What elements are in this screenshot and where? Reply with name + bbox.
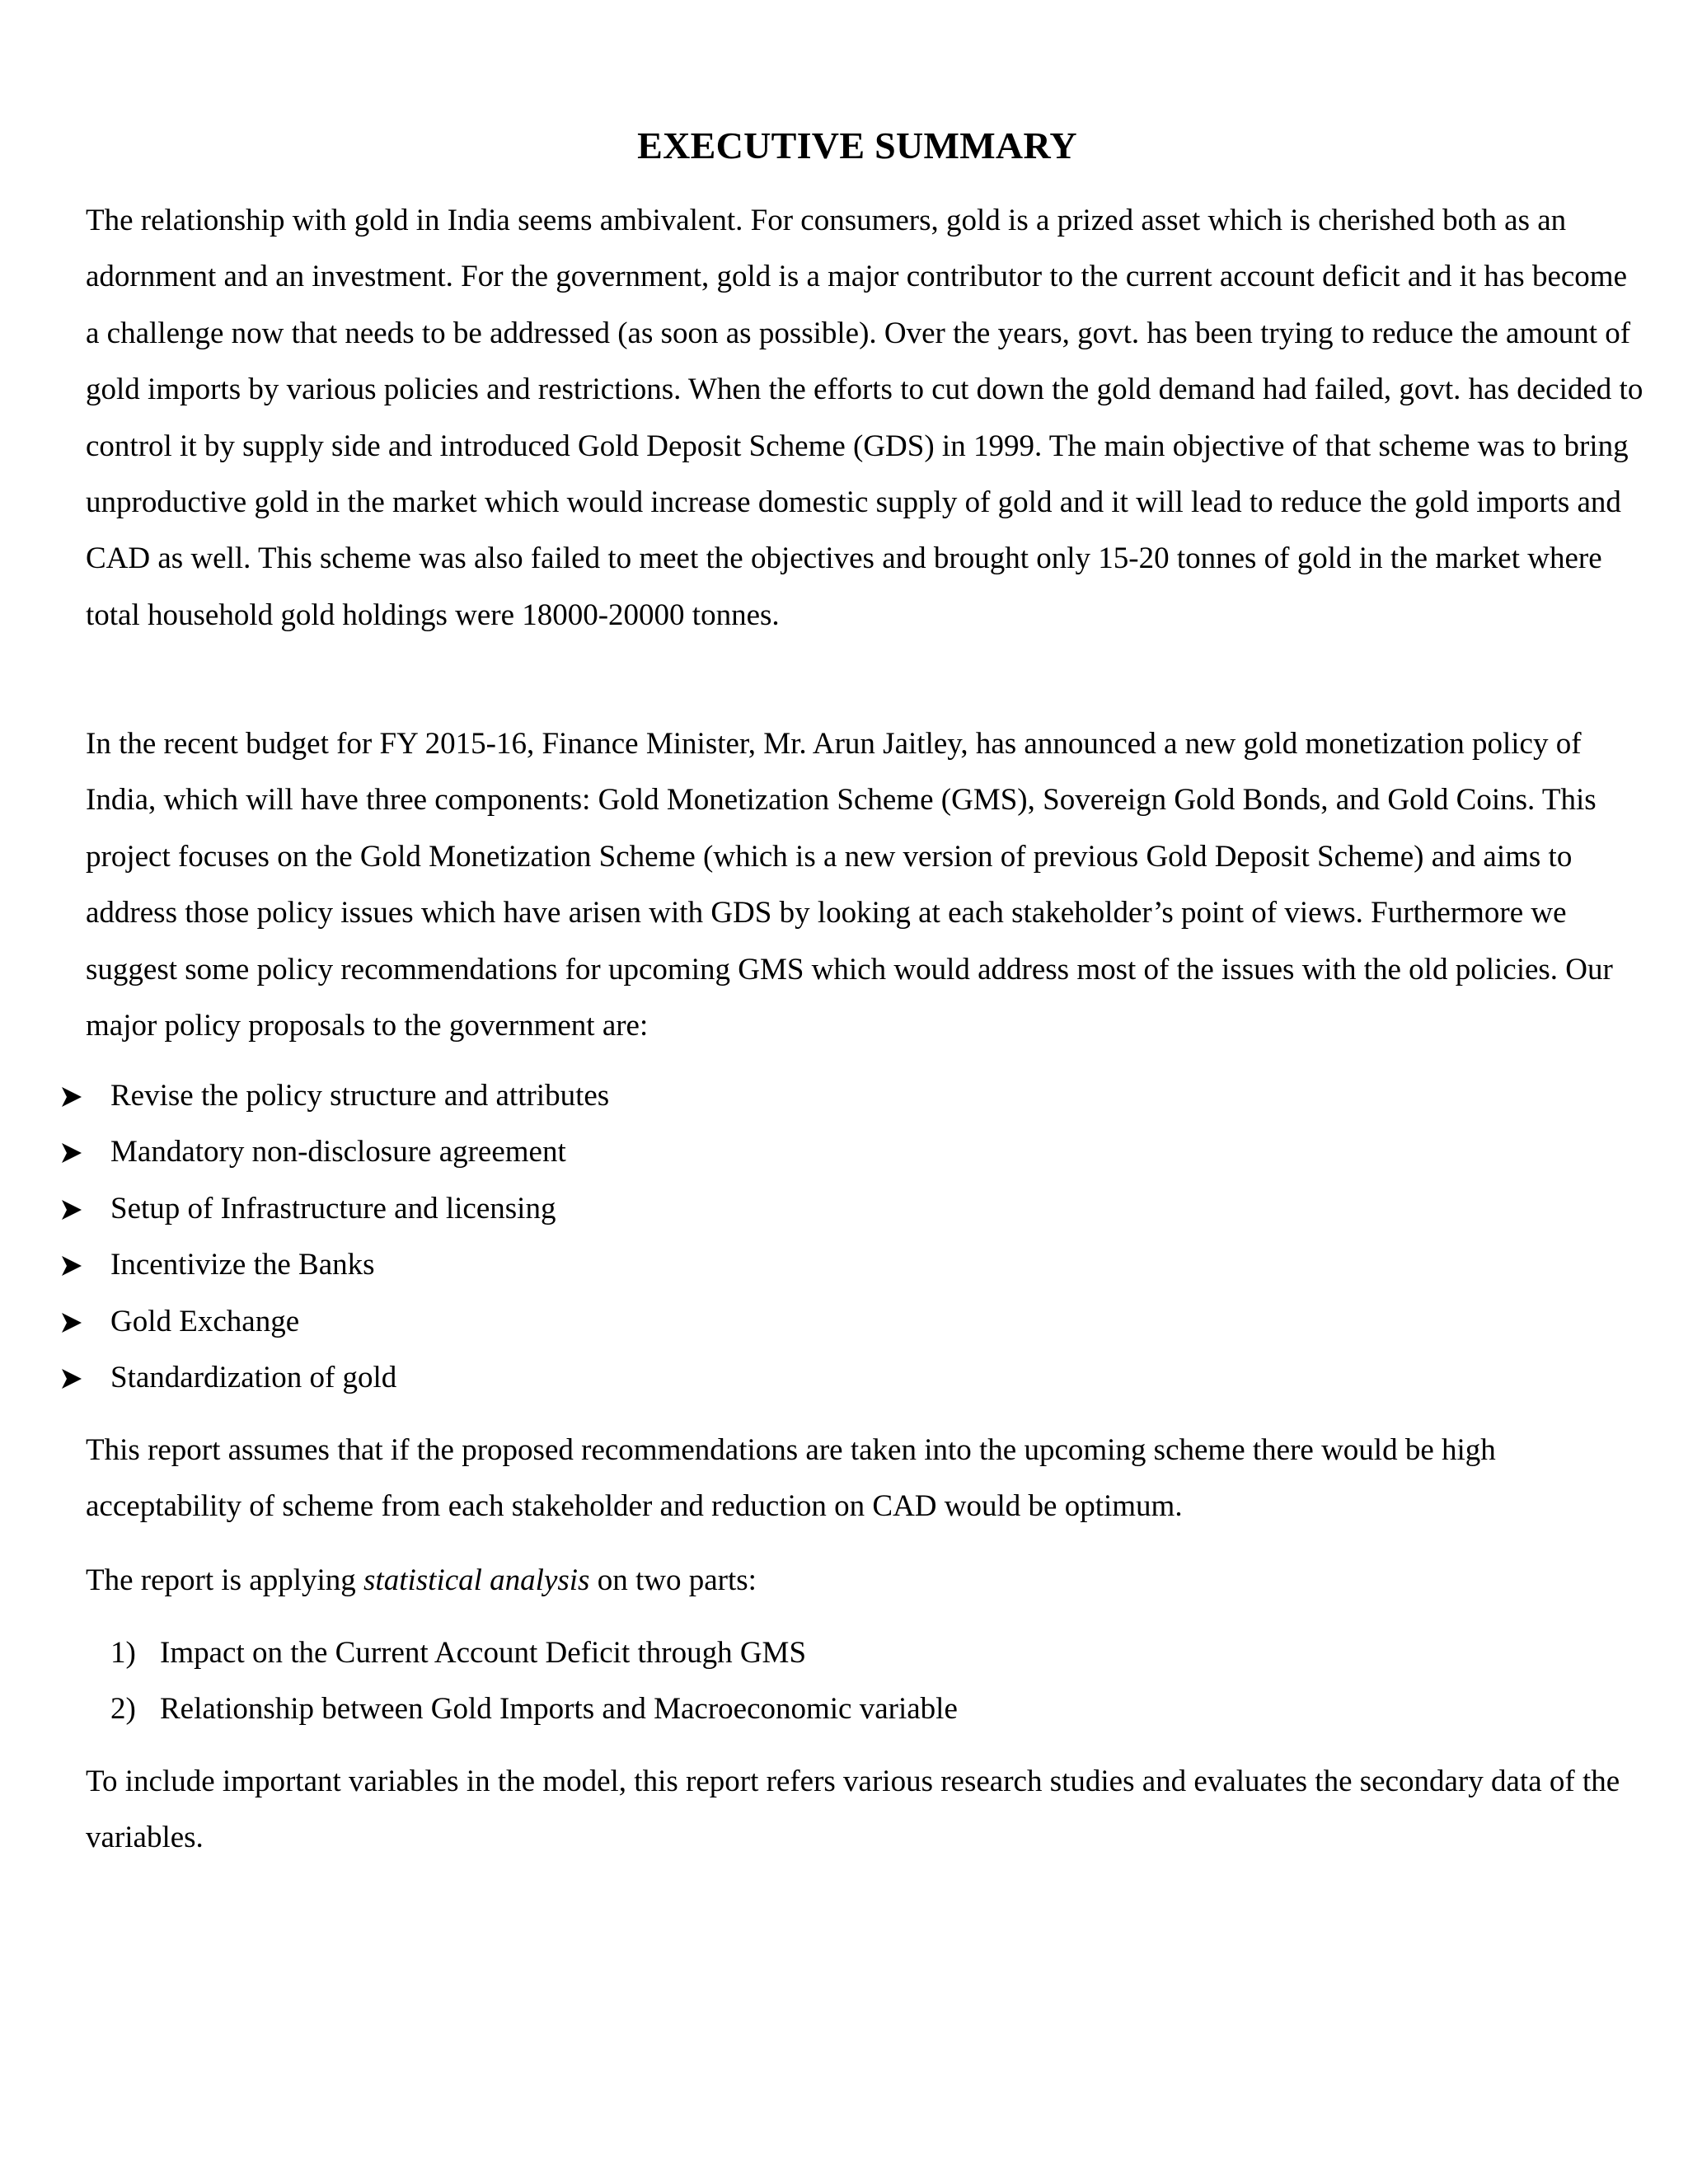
list-item-label: Impact on the Current Account Deficit through GMS: [160, 1636, 807, 1670]
page-title: EXECUTIVE SUMMARY: [637, 124, 1077, 166]
list-item-label: Standardization of gold: [110, 1360, 397, 1394]
arrowhead-bullet-icon: [61, 1350, 86, 1406]
list-item-label: Gold Exchange: [110, 1304, 300, 1338]
analysis-emphasis: statistical analysis: [363, 1563, 590, 1597]
analysis-intro-tail: on two parts:: [589, 1563, 757, 1597]
intro-paragraph: The relationship with gold in India seems ambivalent. For consumers, gold is a prized asset which is cherished both as an adornment and an investment. For the government, gold is a major contributor to the current account deficit and it has become a challenge now that needs to be addressed (as soon as possible). Over the years, govt. has been trying to reduce the amount of gold imports by various policies and restrictions. When the efforts to cut down the gold demand had failed, govt. has decided to control it by supply side and introduced Gold Deposit Scheme (GDS) in 1999. The main objective of that scheme was to bring unproductive gold in the market which would increase domestic supply of gold and it will lead to reduce the gold imports and CAD as well. This scheme was also failed to meet the objectives and brought only 15-20 tonnes of gold in the market where total household gold holdings were 18000-20000 tonnes.: [86, 204, 1643, 632]
list-item-label: Mandatory non-disclosure agreement: [110, 1135, 566, 1169]
arrowhead-bullet-icon: [61, 1237, 86, 1293]
arrowhead-bullet-icon: [61, 1181, 86, 1237]
closing-paragraph: To include important variables in the model, this report refers various research studies and evaluates the secondary data of the variables.: [86, 1765, 1620, 1855]
list-number: 2): [110, 1692, 136, 1727]
list-item-label: Revise the policy structure and attributes: [110, 1079, 610, 1113]
arrowhead-bullet-icon: [61, 1294, 86, 1350]
analysis-intro-text: The report is applying: [86, 1563, 364, 1597]
assumption-paragraph: This report assumes that if the proposed recommendations are taken into the upcoming scheme there would be high acceptability of scheme from each stakeholder and reduction on CAD would be optimum.: [86, 1433, 1496, 1524]
arrowhead-bullet-icon: [61, 1068, 86, 1124]
list-item-label: Setup of Infrastructure and licensing: [110, 1191, 556, 1226]
analysis-intro-paragraph: [86, 1553, 1643, 1609]
list-item-label: Incentivize the Banks: [110, 1248, 375, 1282]
list-item-label: Relationship between Gold Imports and Macroeconomic variable: [160, 1692, 958, 1727]
list-number: 1): [110, 1636, 136, 1670]
budget-paragraph: In the recent budget for FY 2015-16, Finance Minister, Mr. Arun Jaitley, has announced a new gold monetization policy of India, which will have three components: Gold Monetization Scheme (GMS), Sovereign Gold Bonds, and Gold Coins. This project focuses on the Gold Monetization Scheme (which is a new version of previous Gold Deposit Scheme) and aims to address those policy issues which have arisen with GDS by looking at each stakeholder’s point of views. Furthermore we suggest some policy recommendations for upcoming GMS which would address most of the issues with the old policies. Our major policy proposals to the government are:: [86, 727, 1613, 1043]
arrowhead-bullet-icon: [61, 1124, 86, 1180]
